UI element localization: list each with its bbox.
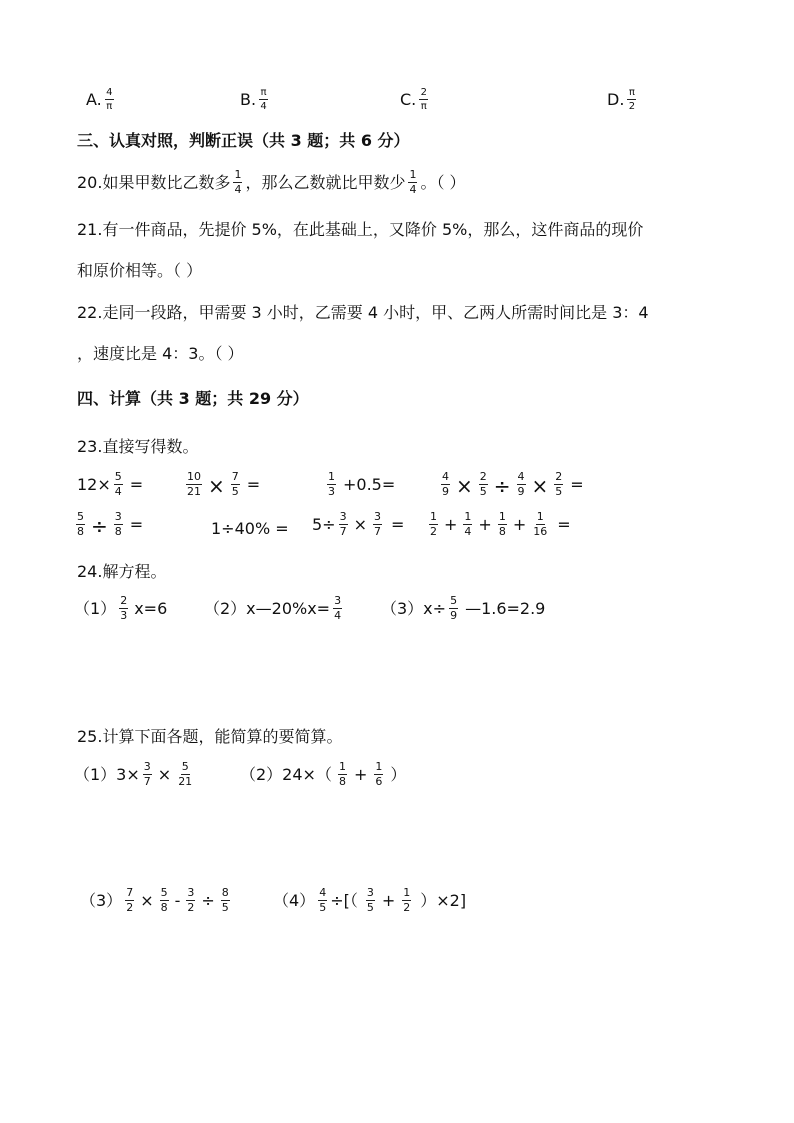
fraction: $\frac{3}{4}$	[334, 594, 342, 622]
option-d-label: D.	[607, 90, 625, 109]
fraction: $\frac{1}{2}$	[430, 510, 437, 538]
section-4-heading: 四、计算（共 3 题；共 29 分）	[77, 389, 309, 408]
question-23-title: 23.直接写得数。	[77, 437, 199, 456]
q23-expr-5: $\frac{5}{8}$ ÷ $\frac{3}{8}$ =	[77, 510, 144, 538]
q24-equation-2: （2）x—20%x= $\frac{3}{4}$	[204, 594, 342, 622]
option-a-fraction: $\frac{4}{\pi}$	[106, 87, 113, 112]
fraction: $\frac{3}{5}$	[366, 886, 374, 914]
option-b	[240, 88, 271, 113]
fraction: $\frac{4}{9}$	[517, 470, 525, 498]
fraction: $\frac{4}{9}$	[442, 470, 449, 498]
option-d	[607, 88, 639, 113]
fraction: $\frac{5}{21}$	[178, 760, 193, 788]
q25-problem-1: （1）3× $\frac{3}{7}$ × $\frac{5}{21}$	[74, 760, 193, 788]
fraction: $\frac{1}{8}$	[338, 760, 346, 788]
question-25-title: 25.计算下面各题，能简算的要简算。	[77, 727, 343, 746]
fraction: $\frac{8}{5}$	[221, 886, 229, 914]
question-21-line-2: 和原价相等。（ ）	[77, 261, 203, 280]
fraction: $\frac{1}{4}$	[234, 168, 242, 196]
fraction: $\frac{4}{5}$	[319, 886, 327, 914]
fraction: $\frac{10}{21}$	[187, 470, 201, 498]
fraction: $\frac{7}{5}$	[231, 470, 239, 498]
q25-problem-2: （2）24×（ $\frac{1}{8}$ + $\frac{1}{6}$ ）	[240, 760, 407, 788]
question-22-line-2: ，速度比是 4：3。（ ）	[77, 344, 244, 363]
option-d-fraction: $\frac{\pi}{2}$	[628, 87, 636, 112]
fraction: $\frac{1}{3}$	[328, 470, 335, 498]
fraction: $\frac{1}{2}$	[403, 886, 411, 914]
fraction: $\frac{5}{4}$	[114, 470, 122, 498]
option-c-fraction: $\frac{2}{\pi}$	[420, 87, 427, 112]
fraction: $\frac{1}{16}$	[533, 510, 548, 538]
fraction: $\frac{5}{9}$	[450, 594, 458, 622]
q25-problem-4: （4） $\frac{4}{5}$ ÷[（ $\frac{3}{5}$ + $\frac{1}{2}$ ）×2]	[273, 886, 467, 914]
fraction: $\frac{2}{5}$	[479, 470, 487, 498]
question-21-line-1: 21.有一件商品，先提价 5%，在此基础上，又降价 5%，那么，这件商品的现价	[77, 220, 644, 239]
q23-expr-6: 1÷40% =	[211, 519, 289, 538]
fraction: $\frac{1}{4}$	[464, 510, 472, 538]
fraction: $\frac{2}{5}$	[555, 470, 563, 498]
fraction: $\frac{2}{3}$	[120, 594, 128, 622]
option-c	[400, 88, 431, 113]
q24-equation-3: （3）x÷ $\frac{5}{9}$ —1.6=2.9	[381, 594, 546, 622]
question-24-title: 24.解方程。	[77, 562, 167, 581]
option-b-label: B.	[240, 90, 257, 109]
section-3-heading: 三、认真对照，判断正误（共 3 题；共 6 分）	[77, 131, 410, 150]
q23-expr-1: 12× $\frac{5}{4}$ =	[77, 470, 144, 498]
q23-expr-2: $\frac{10}{21}$ × $\frac{7}{5}$ =	[187, 470, 261, 498]
option-c-label: C.	[400, 90, 417, 109]
fraction: $\frac{3}{7}$	[339, 510, 347, 538]
question-20: 20.如果甲数比乙数多 $\frac{1}{4}$ ，那么乙数就比甲数少 $\frac{1}{4}$ 。（ ）	[77, 168, 466, 196]
q23-expr-3: $\frac{1}{3}$ +0.5=	[328, 470, 396, 498]
fraction: $\frac{3}{7}$	[143, 760, 151, 788]
option-b-fraction: $\frac{\pi}{4}$	[260, 87, 267, 112]
fraction: $\frac{3}{7}$	[374, 510, 381, 538]
option-a-label: A.	[86, 90, 102, 109]
q23-expr-4: $\frac{4}{9}$ × $\frac{2}{5}$ ÷ $\frac{4}{9}$ × $\frac{2}{5}$ =	[442, 470, 584, 498]
fraction: $\frac{1}{6}$	[375, 760, 383, 788]
fraction: $\frac{7}{2}$	[126, 886, 134, 914]
fraction: $\frac{5}{8}$	[160, 886, 168, 914]
fraction: $\frac{3}{2}$	[187, 886, 195, 914]
option-a	[86, 88, 117, 113]
fraction: $\frac{1}{4}$	[409, 168, 417, 196]
q23-expr-8: $\frac{1}{2}$ + $\frac{1}{4}$ + $\frac{1}{8}$ + $\frac{1}{16}$ =	[430, 510, 571, 538]
q24-equation-1: （1） $\frac{2}{3}$ x=6	[74, 594, 168, 622]
fraction: $\frac{3}{8}$	[114, 510, 122, 538]
q23-expr-7: 5÷ $\frac{3}{7}$ × $\frac{3}{7}$ =	[312, 510, 405, 538]
fraction: $\frac{1}{8}$	[498, 510, 506, 538]
question-22-line-1: 22.走同一段路，甲需要 3 小时，乙需要 4 小时，甲、乙两人所需时间比是 3：4	[77, 303, 649, 322]
q25-problem-3: （3） $\frac{7}{2}$ × $\frac{5}{8}$ - $\frac{3}{2}$ ÷ $\frac{8}{5}$	[80, 886, 229, 914]
fraction: $\frac{5}{8}$	[77, 510, 84, 538]
